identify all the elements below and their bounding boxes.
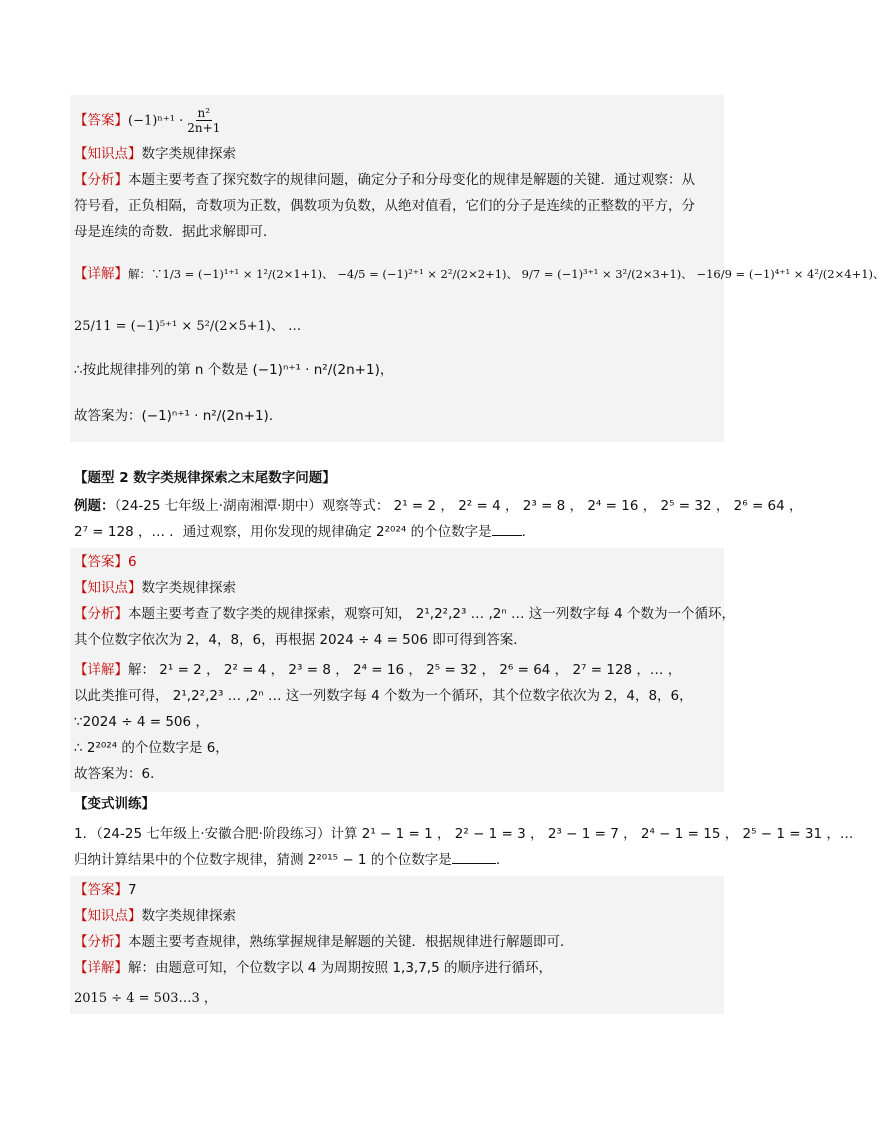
analysis-row-2b <box>74 630 724 650</box>
knowledge-row-2 <box>74 578 724 598</box>
example-label: 例题： <box>74 498 115 514</box>
answer-value: 7 <box>128 882 137 898</box>
section-heading-2: 【题型 2 数字类规律探索之末尾数字问题】 <box>74 470 336 486</box>
answer-row-1 <box>74 106 724 135</box>
example-text: （24-25 七年级上·湖南湘潭·期中）观察等式： 2¹ = 2 ， 2² = 4 ， 2³ = 8 ， 2⁴ = 16 ， 2⁵ = 32 ， 2⁶ = 64 ， <box>114 498 803 514</box>
detail-text: 以此类推可得， 2¹,2²,2³ … ,2ⁿ … 这一列数字每 4 个数为一个循环，其个位数字依次为 2，4，8，6， <box>74 688 693 704</box>
question-text: 归纳计算结果中的个位数字规律，猜测 2²⁰¹⁵ − 1 的个位数字是 <box>74 852 452 868</box>
detail-row-2b <box>74 686 724 706</box>
detail-text: 故答案为：6． <box>74 766 164 782</box>
answer-fraction: $\frac{\text{n²}}{2n+1}$ <box>187 106 221 135</box>
example-row-b: 2⁷ = 128 ，… ．通过观察，用你发现的规律确定 2²⁰²⁴ 的个位数字是 ． <box>74 524 536 540</box>
analysis-text: 母是连续的奇数．据此求解即可． <box>74 224 277 240</box>
analysis-row-1c <box>74 222 724 242</box>
detail-text: 解：∵1/3 = (−1)¹⁺¹ × 1²/(2×1+1)、 −4/5 = (−1)²⁺¹ × 2²/(2×2+1)、 9/7 = (−1)³⁺¹ × 3²/(2×3+1)、 −16/9 = (−1)⁴⁺¹ × 4²/(2×4+1)、 <box>128 267 885 281</box>
knowledge-tag: 【知识点】 <box>74 908 142 924</box>
analysis-text: 其个位数字依次为 2，4，8，6，再根据 2024 ÷ 4 = 506 即可得到答案． <box>74 632 527 648</box>
answer-tag: 【答案】 <box>74 882 128 898</box>
detail-text: ∴ 2²⁰²⁴ 的个位数字是 6， <box>74 740 229 756</box>
knowledge-row-3 <box>74 906 724 926</box>
detail-row-2e <box>74 764 724 784</box>
detail-row-2c <box>74 712 724 732</box>
knowledge-tag: 【知识点】 <box>74 146 142 162</box>
detail-text: 解：由题意可知，个位数字以 4 为周期按照 1,3,7,5 的顺序进行循环， <box>128 960 552 976</box>
detail-row-1 <box>74 264 885 284</box>
analysis-row-1b <box>74 196 724 216</box>
question-text: 1．（24-25 七年级上·安徽合肥·阶段练习）计算 2¹ − 1 = 1 ， 2² − 1 = 3 ， 2³ − 1 = 7 ， 2⁴ − 1 = 15 ， 2⁵ − 1 = 31 ，… <box>74 826 854 842</box>
analysis-row-1 <box>74 170 724 190</box>
detail-row-1d <box>74 406 724 426</box>
detail-text: 2015 ÷ 4 = 503…3 ， <box>74 991 217 1006</box>
detail-text: 故答案为：(−1)ⁿ⁺¹ · n²/(2n+1)． <box>74 408 283 424</box>
knowledge-text: 数字类规律探索 <box>141 908 236 924</box>
section-heading-3: 【变式训练】 <box>74 796 155 812</box>
analysis-text: 本题主要考查了数字类的规律探索，观察可知， 2¹,2²,2³ … ,2ⁿ … 这一列数字每 4 个数为一个循环， <box>128 606 735 622</box>
analysis-row-2 <box>74 604 735 624</box>
detail-row-1c <box>74 360 724 380</box>
detail-row-2d <box>74 738 724 758</box>
analysis-tag: 【分析】 <box>74 606 128 622</box>
question-row <box>74 824 854 844</box>
detail-row-2 <box>74 660 724 680</box>
detail-text: 解： 2¹ = 2 ， 2² = 4 ， 2³ = 8 ， 2⁴ = 16 ， 2⁵ = 32 ， 2⁶ = 64 ， 2⁷ = 128 ，… ， <box>128 662 682 678</box>
analysis-row-3 <box>74 932 724 952</box>
detail-text: 25/11 = (−1)⁵⁺¹ × 5²/(2×5+1)、 … <box>74 319 302 334</box>
detail-row-1b <box>74 316 724 337</box>
answer-blank <box>452 851 496 864</box>
analysis-text: 本题主要考查规律，熟练掌握规律是解题的关键．根据规律进行解题即可． <box>128 934 574 950</box>
answer-row-2 <box>74 552 724 572</box>
answer-expression: (−1)ⁿ⁺¹ · <box>128 113 184 129</box>
analysis-text: 符号看，正负相隔，奇数项为正数，偶数项为负数，从绝对值看，它们的分子是连续的正整数的平方，分 <box>74 198 695 214</box>
question-row-b: 归纳计算结果中的个位数字规律，猜测 2²⁰¹⁵ − 1 的个位数字是 ． <box>74 852 510 868</box>
answer-tag: 【答案】 <box>74 112 128 129</box>
detail-row-3b <box>74 988 724 1009</box>
answer-row-3 <box>74 880 724 900</box>
knowledge-tag: 【知识点】 <box>74 580 142 596</box>
knowledge-text: 数字类规律探索 <box>141 580 236 596</box>
answer-blank <box>492 523 522 536</box>
example-text: 2⁷ = 128 ，… ．通过观察，用你发现的规律确定 2²⁰²⁴ 的个位数字是 <box>74 524 492 540</box>
answer-tag: 【答案】 <box>74 554 128 570</box>
example-row <box>74 496 803 516</box>
analysis-text: 本题主要考查了探究数字的规律问题，确定分子和分母变化的规律是解题的关键．通过观察：从 <box>128 172 695 188</box>
answer-value: 6 <box>128 554 137 570</box>
detail-text: ∵2024 ÷ 4 = 506 ， <box>74 714 209 730</box>
detail-tag: 【详解】 <box>74 266 128 282</box>
detail-tag: 【详解】 <box>74 662 128 678</box>
analysis-tag: 【分析】 <box>74 172 128 188</box>
detail-row-3 <box>74 958 724 978</box>
detail-tag: 【详解】 <box>74 960 128 976</box>
knowledge-row-1 <box>74 144 724 164</box>
knowledge-text: 数字类规律探索 <box>141 146 236 162</box>
detail-text: ∴按此规律排列的第 n 个数是 (−1)ⁿ⁺¹ · n²/(2n+1)， <box>74 362 394 378</box>
analysis-tag: 【分析】 <box>74 934 128 950</box>
